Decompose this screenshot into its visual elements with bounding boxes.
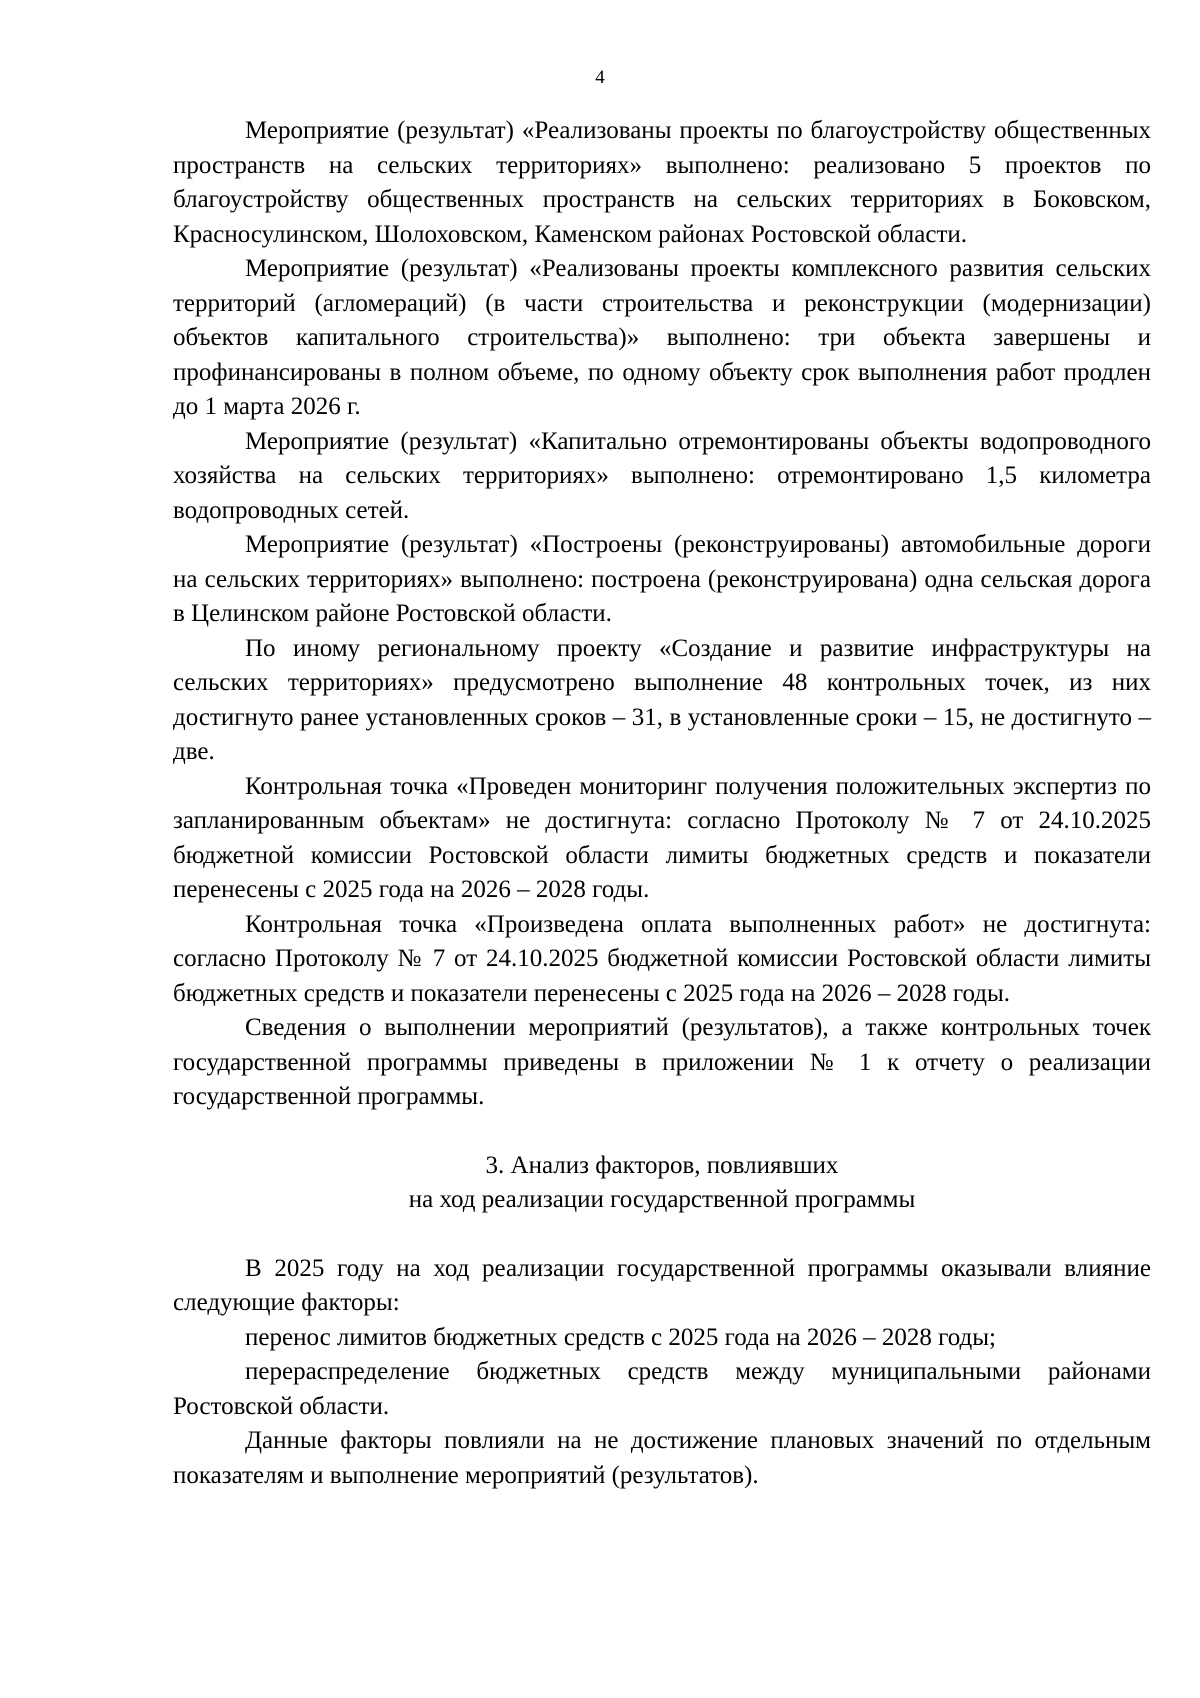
paragraph-water-supply: Мероприятие (результат) «Капитально отремонтированы объекты водопроводного хозяйства на сельских территориях» выполнено: отремонтировано 1,5 километра водопроводных сетей. xyxy=(173,427,1151,524)
section-heading xyxy=(173,1149,1151,1218)
section-heading-line-1: 3. Анализ факторов, повлиявших xyxy=(485,1151,839,1179)
paragraph-rural-agglomerations: Мероприятие (результат) «Реализованы проекты комплексного развития сельских территорий (агломераций) (в части строительства и реконструкции (модернизации) объектов капитального строительства)» выполнено: три объекта завершены и профинансированы в полном объеме, по одному объекту срок выполнения работ продлен до 1 марта 2026 г. xyxy=(173,255,1151,420)
paragraph-factors-intro: В 2025 году на ход реализации государственной программы оказывали влияние следующие факторы: xyxy=(173,1254,1151,1316)
paragraph-control-points-summary: По иному региональному проекту «Создание и развитие инфраструктуры на сельских территориях» предусмотрено выполнение 48 контрольных точек, из них достигнуто ранее установленных сроков – 31, в установленные сроки – 15, не достигнуто – две. xyxy=(173,634,1151,765)
page-number: 4 xyxy=(595,67,605,88)
paragraph-factors-conclusion: Данные факторы повлияли на не достижение плановых значений по отдельным показателям и выполнение мероприятий (результатов). xyxy=(173,1427,1151,1489)
paragraph-appendix-reference: Сведения о выполнении мероприятий (результатов), а также контрольных точек государственной программы приведены в приложении № 1 к отчету о реализации государственной программы. xyxy=(173,1014,1151,1110)
paragraph-roads: Мероприятие (результат) «Построены (реконструированы) автомобильные дороги на сельских территориях» выполнено: построена (реконструирована) одна сельская дорога в Целинском районе Ростовской области. xyxy=(173,531,1151,627)
section-heading-line-2: на ход реализации государственной программы xyxy=(408,1186,916,1213)
paragraph-rural-public-spaces: Мероприятие (результат) «Реализованы проекты по благоустройству общественных пространств на сельских территориях» выполнено: реализовано 5 проектов по благоустройству общественных пространств на сельских территориях в Боковском, Красносулинском, Шолоховском, Каменском районах Ростовской области. xyxy=(173,117,1151,248)
paragraph-factor-limits-transfer: перенос лимитов бюджетных средств с 2025 года на 2026 – 2028 годы; xyxy=(245,1323,996,1351)
paragraph-control-point-monitoring: Контрольная точка «Проведен мониторинг получения положительных экспертиз по запланированным объектам» не достигнута: согласно Протоколу № 7 от 24.10.2025 бюджетной комиссии Ростовской области лимиты бюджетных средств и показатели перенесены с 2025 года на 2026 – 2028 годы. xyxy=(173,772,1151,903)
paragraph-control-point-payment: Контрольная точка «Произведена оплата выполненных работ» не достигнута: согласно Протоколу № 7 от 24.10.2025 бюджетной комиссии Ростовской области лимиты бюджетных средств и показатели перенесены с 2025 года на 2026 – 2028 годы. xyxy=(173,910,1151,1007)
paragraph-factor-redistribution: перераспределение бюджетных средств между муниципальными районами Ростовской области. xyxy=(173,1358,1151,1420)
document-body xyxy=(173,114,1151,1493)
